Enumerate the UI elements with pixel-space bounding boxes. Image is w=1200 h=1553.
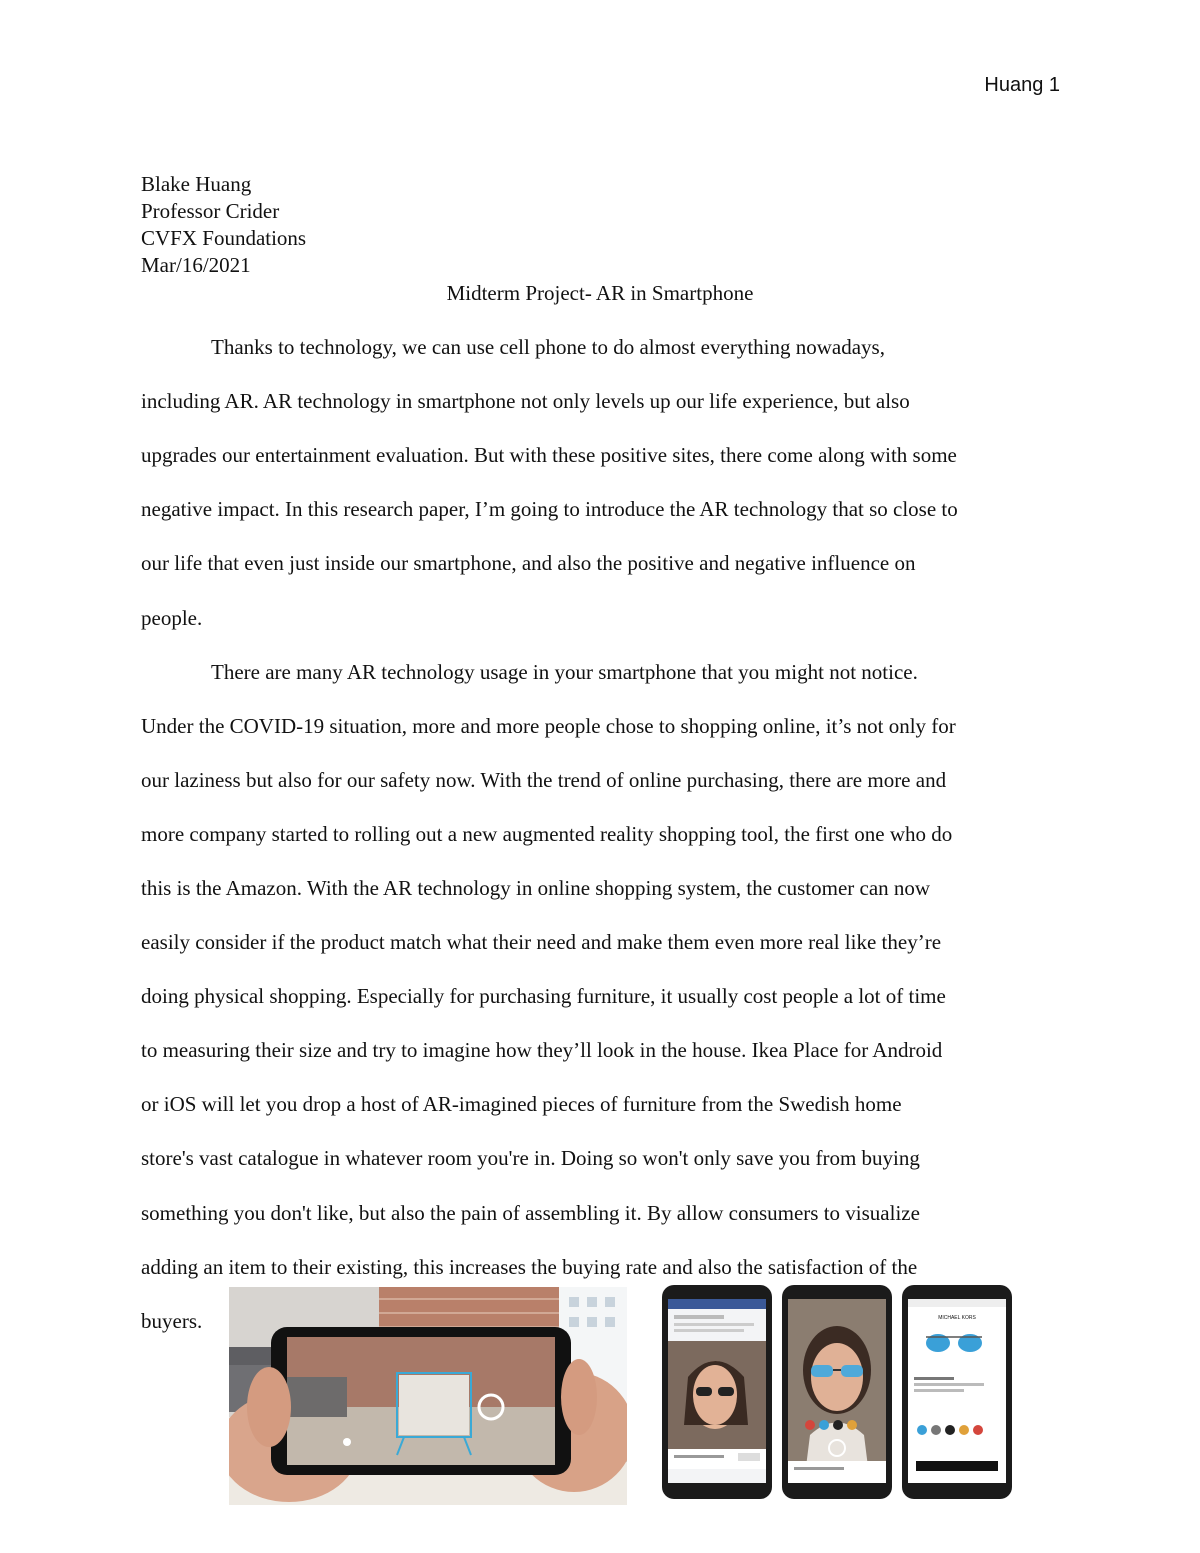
page-header: Huang 1 [984, 74, 1060, 96]
paragraph-line: Thanks to technology, we can use cell phone to do almost everything nowadays, [211, 335, 885, 359]
paragraph-line: easily consider if the product match what their need and make them even more real like they’re [141, 930, 942, 954]
paragraph-line: our laziness but also for our safety now. With the trend of online purchasing, there are more and [141, 768, 947, 792]
paragraph-line: more company started to rolling out a new augmented reality shopping tool, the first one who do [141, 822, 953, 846]
paragraph-line: our life that even just inside our smartphone, and also the positive and negative influence on [141, 551, 916, 575]
paragraph-line: including AR. AR technology in smartphone not only levels up our life experience, but also [141, 389, 910, 413]
paragraph-line: Under the COVID-19 situation, more and more people chose to shopping online, it’s not only for [141, 714, 956, 738]
date: Mar/16/2021 [141, 253, 251, 277]
ar-shopping-phones-photo [660, 1285, 1014, 1499]
paragraph-line: or iOS will let you drop a host of AR-imagined pieces of furniture from the Swedish home [141, 1092, 902, 1116]
paragraph-line: something you don't like, but also the pain of assembling it. By allow consumers to visualize [141, 1201, 920, 1225]
mla-heading [141, 171, 306, 279]
paragraph-line: buyers. [141, 1309, 203, 1333]
paragraph-line: There are many AR technology usage in your smartphone that you might not notice. [211, 660, 918, 684]
paragraph-line: people. [141, 606, 203, 630]
paragraph-line: store's vast catalogue in whatever room you're in. Doing so won't only save you from buying [141, 1146, 920, 1170]
paragraph-line: this is the Amazon. With the AR technology in online shopping system, the customer can now [141, 876, 931, 900]
paragraph-line: to measuring their size and try to imagine how they’ll look in the house. Ikea Place for Android [141, 1038, 943, 1062]
paper-title: Midterm Project- AR in Smartphone [446, 281, 754, 305]
course-name: CVFX Foundations [141, 226, 307, 250]
paragraph-line: doing physical shopping. Especially for purchasing furniture, it usually cost people a lot of time [141, 984, 946, 1008]
paragraph-line: adding an item to their existing, this increases the buying rate and also the satisfaction of the [141, 1255, 918, 1279]
author-name: Blake Huang [141, 172, 252, 196]
professor-name: Professor Crider [141, 199, 280, 223]
brand-name: MICHAEL KORS [938, 1315, 976, 1321]
ar-furniture-phone-photo [229, 1287, 627, 1505]
paragraph-line: upgrades our entertainment evaluation. But with these positive sites, there come along with some [141, 443, 957, 467]
paragraph-line: negative impact. In this research paper, I’m going to introduce the AR technology that so close to [141, 497, 958, 521]
